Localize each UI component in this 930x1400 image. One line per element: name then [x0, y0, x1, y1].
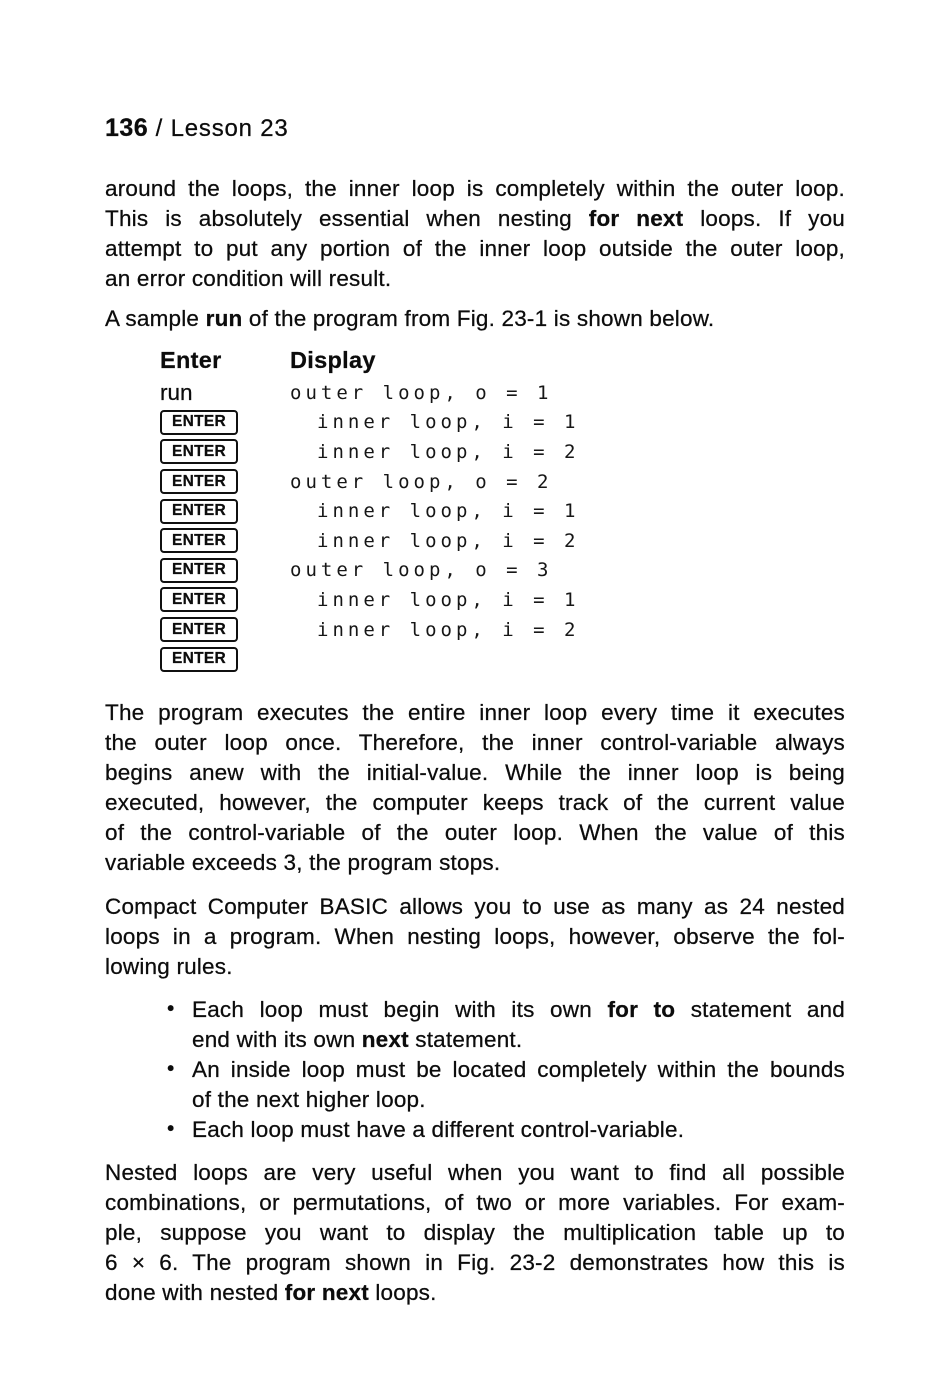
paragraph-execution	[105, 698, 845, 878]
bullet-marker: •	[167, 1116, 175, 1140]
display-text: inner loop, i = 2	[317, 440, 580, 463]
text-line: the outer loop once. Therefore, the inner control-variable always	[105, 729, 845, 755]
bullet-item	[167, 1115, 845, 1145]
text-line: done with nested for next loops.	[105, 1279, 437, 1305]
text-line: Each loop must begin with its own for to statement and	[192, 996, 845, 1022]
enter-key: ENTER	[160, 528, 238, 553]
text-line: A sample run of the program from Fig. 23-1 is shown below.	[105, 306, 715, 331]
bullet-item	[167, 995, 845, 1055]
enter-key: ENTER	[160, 558, 238, 583]
table-row	[160, 437, 845, 467]
bullet-marker: •	[167, 996, 175, 1020]
display-text: inner loop, i = 2	[317, 529, 580, 552]
lesson-title: / Lesson 23	[148, 115, 289, 142]
display-text: inner loop, i = 1	[317, 500, 580, 523]
text-line: Each loop must have a different control-variable.	[192, 1116, 685, 1142]
display-text: inner loop, i = 1	[317, 411, 580, 434]
run-command: run	[160, 379, 193, 405]
text-line: lowing rules.	[105, 953, 233, 979]
text-line: 6 × 6. The program shown in Fig. 23-2 demonstrates how this is	[105, 1249, 845, 1275]
text-line: Nested loops are very useful when you want to find all possible	[105, 1159, 845, 1185]
display-text: outer loop, o = 1	[290, 381, 553, 404]
page-header	[105, 113, 845, 144]
table-row	[160, 467, 845, 497]
text-line: of the control-variable of the outer loop. When the value of this	[105, 819, 845, 845]
text-line: executed, however, the computer keeps track of the current value	[105, 789, 845, 815]
table-row	[160, 526, 845, 556]
enter-display-table	[105, 342, 845, 674]
display-text: outer loop, o = 3	[290, 559, 553, 582]
text-line: attempt to put any portion of the inner loop outside the outer loop,	[105, 236, 845, 261]
display-text: outer loop, o = 2	[290, 470, 553, 493]
text-line: variable exceeds 3, the program stops.	[105, 849, 501, 875]
table-row	[160, 408, 845, 438]
display-text: inner loop, i = 1	[317, 588, 580, 611]
text-line: An inside loop must be located completely within the bounds	[192, 1056, 845, 1082]
paragraph-nested-useful	[105, 1158, 845, 1308]
text-line: combinations, or permutations, of two or more variables. For exam-	[105, 1189, 845, 1215]
enter-key: ENTER	[160, 439, 238, 464]
enter-key: ENTER	[160, 410, 238, 435]
paragraph-rules-intro	[105, 892, 845, 982]
table-row	[160, 556, 845, 586]
table-row	[160, 496, 845, 526]
enter-key: ENTER	[160, 499, 238, 524]
text-line: an error condition will result.	[105, 266, 392, 291]
table-row	[160, 378, 845, 408]
text-line: The program executes the entire inner loop every time it executes	[105, 699, 845, 725]
table-header-row	[160, 342, 845, 378]
text-line: of the next higher loop.	[192, 1086, 426, 1112]
text-line: ple, suppose you want to display the multiplication table up to	[105, 1219, 845, 1245]
bullet-marker: •	[167, 1056, 175, 1080]
display-text: inner loop, i = 2	[317, 618, 580, 641]
column-header-display: Display	[290, 346, 376, 373]
text-line: begins anew with the initial-value. While the inner loop is being	[105, 759, 845, 785]
bullet-item	[167, 1055, 845, 1115]
table-row	[160, 644, 845, 674]
paragraph-sample-run	[105, 304, 845, 334]
enter-key: ENTER	[160, 647, 238, 672]
enter-key: ENTER	[160, 469, 238, 494]
column-header-enter: Enter	[160, 346, 222, 373]
enter-key: ENTER	[160, 617, 238, 642]
bullet-list	[167, 995, 845, 1145]
text-line: loops in a program. When nesting loops, however, observe the fol-	[105, 923, 845, 949]
table-row	[160, 615, 845, 645]
text-line: Compact Computer BASIC allows you to use as many as 24 nested	[105, 893, 845, 919]
table-row	[160, 585, 845, 615]
text-line: end with its own next statement.	[192, 1026, 523, 1052]
table-rows	[105, 378, 845, 674]
enter-key: ENTER	[160, 587, 238, 612]
page-number: 136	[105, 114, 149, 142]
text-line: This is absolutely essential when nesting for next loops. If you	[105, 206, 846, 231]
text-line: around the loops, the inner loop is completely within the outer loop.	[105, 176, 845, 201]
paragraph-intro	[105, 174, 845, 294]
